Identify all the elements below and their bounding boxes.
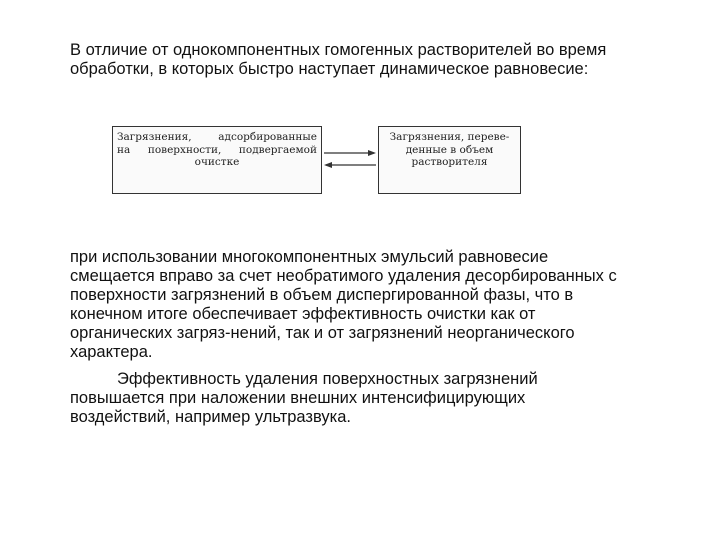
equilibrium-scheme: [112, 126, 522, 196]
box-line: на поверхности, подвергаемой: [117, 143, 317, 156]
body-line: поверхности загрязнений в объем диспергированной фазы, что в: [70, 286, 574, 304]
reverse-arrow-head: [324, 162, 332, 168]
body-paragraph-1: [70, 248, 690, 362]
body-paragraph-2: [70, 370, 690, 427]
forward-arrow-head: [368, 150, 376, 156]
equilibrium-arrows-icon: [322, 144, 378, 174]
body-line: при использовании многокомпонентных эмульсий равновесие: [70, 248, 549, 266]
body-line: характера.: [70, 343, 153, 361]
adsorbed-contaminants-box: [112, 126, 322, 194]
box-line: Загрязнения, адсорбированные: [117, 131, 317, 143]
box-line: денные в объем: [405, 143, 494, 156]
body-line: повышается при наложении внешних интенсифицирующих: [70, 389, 526, 407]
intro-paragraph: [70, 41, 690, 79]
body-line: органических загряз-нений, так и от загрязнений неорганического: [70, 324, 575, 342]
body-line: смещается вправо за счет необратимого удаления десорбированных с: [70, 267, 617, 285]
body-line: воздействий, например ультразвука.: [70, 408, 351, 426]
intro-line: В отличие от однокомпонентных гомогенных растворителей во время: [70, 41, 607, 59]
box-line: очистке: [194, 156, 240, 168]
intro-line: обработки, в которых быстро наступает динамическое равновесие:: [70, 60, 589, 78]
body-line: конечном итоге обеспечивает эффективность очистки как от: [70, 305, 536, 323]
box-line: Загрязнения, переве-: [389, 131, 510, 143]
box-line: растворителя: [411, 156, 488, 168]
dissolved-contaminants-box: [378, 126, 521, 194]
body-line: Эффективность удаления поверхностных загрязнений: [117, 370, 538, 388]
